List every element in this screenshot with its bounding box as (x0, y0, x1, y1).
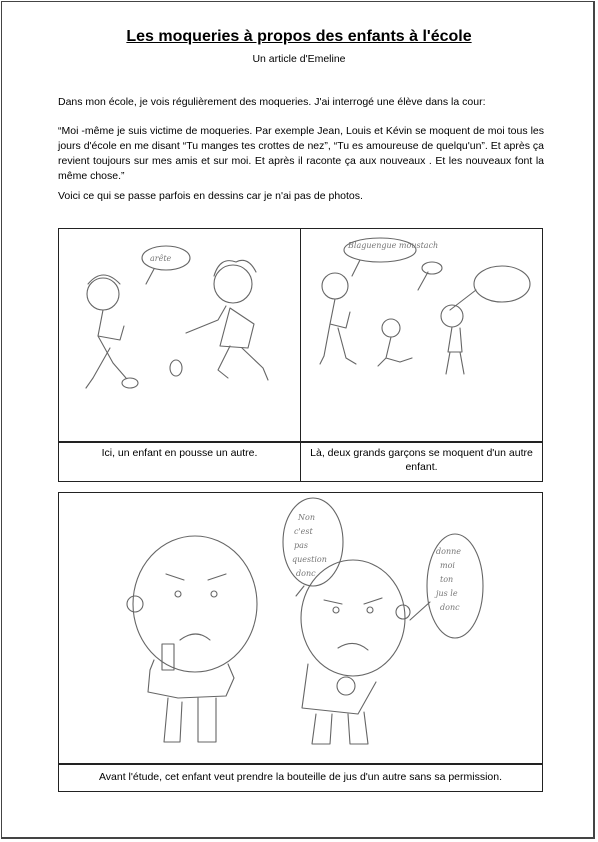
article-title: Les moqueries à propos des enfants à l'école (126, 28, 472, 45)
intro-paragraph: Dans mon école, je vois régulièrement des moqueries. J'ai interrogé une élève dans la cour: (58, 96, 486, 108)
left-bubble-line-2: c'est (294, 527, 313, 536)
left-bubble-line-5: donc (296, 569, 316, 578)
svg-text:jus le (434, 589, 458, 598)
drawing-two-boys-mocking (300, 228, 543, 442)
bubble-text-panel1: arête (150, 254, 172, 263)
svg-text:donne (436, 547, 461, 556)
drawing-juice-bottle (58, 492, 543, 764)
drawing-child-pushing (58, 228, 301, 442)
svg-text:ton (440, 575, 453, 584)
svg-text:donc (296, 569, 316, 578)
left-bubble-line-3: pas (294, 541, 308, 550)
caption-panel3: Avant l'étude, cet enfant veut prendre la bouteille de jus d'un autre sans sa permission. (98, 771, 503, 783)
svg-text:c'est (294, 527, 314, 536)
left-bubble-line-4: question (292, 555, 327, 564)
right-bubble-line-3: ton (440, 575, 454, 584)
left-bubble-line-1: Non (298, 513, 315, 522)
svg-text:moi (440, 561, 455, 570)
interview-quote: “Moi -même je suis victime de moqueries. Par exemple Jean, Louis et Kévin se moquent de moi tous les jours d'école en me disant “Tu manges tes crottes de nez”, “Tu es amoureuse de quelqu'un”. Et après ça revient toujours sur mes amis et sur moi. Et après il raconte ça aux nouveaux . Et les nouveaux font la même chose.” (58, 125, 544, 182)
svg-text:question (292, 555, 327, 564)
right-bubble-line-1: donne (436, 547, 461, 556)
caption-panel2: Là, deux grands garçons se moquent d'un autre enfant. (310, 447, 533, 473)
bubble-text-panel2: Blaguengue moustach (348, 241, 439, 250)
svg-text:Non (297, 513, 315, 522)
right-bubble-line-2: moi (440, 561, 455, 570)
right-bubble-line-4: jus le (436, 589, 458, 598)
caption-panel1: Ici, un enfant en pousse un autre. (101, 447, 258, 459)
drawings-intro: Voici ce qui se passe parfois en dessins car je n'ai pas de photos. (58, 190, 363, 202)
article-subtitle: Un article d'Emeline (252, 53, 346, 65)
svg-text:pas (294, 541, 308, 550)
svg-text:donc (440, 603, 460, 612)
right-bubble-line-5: donc (440, 603, 460, 612)
